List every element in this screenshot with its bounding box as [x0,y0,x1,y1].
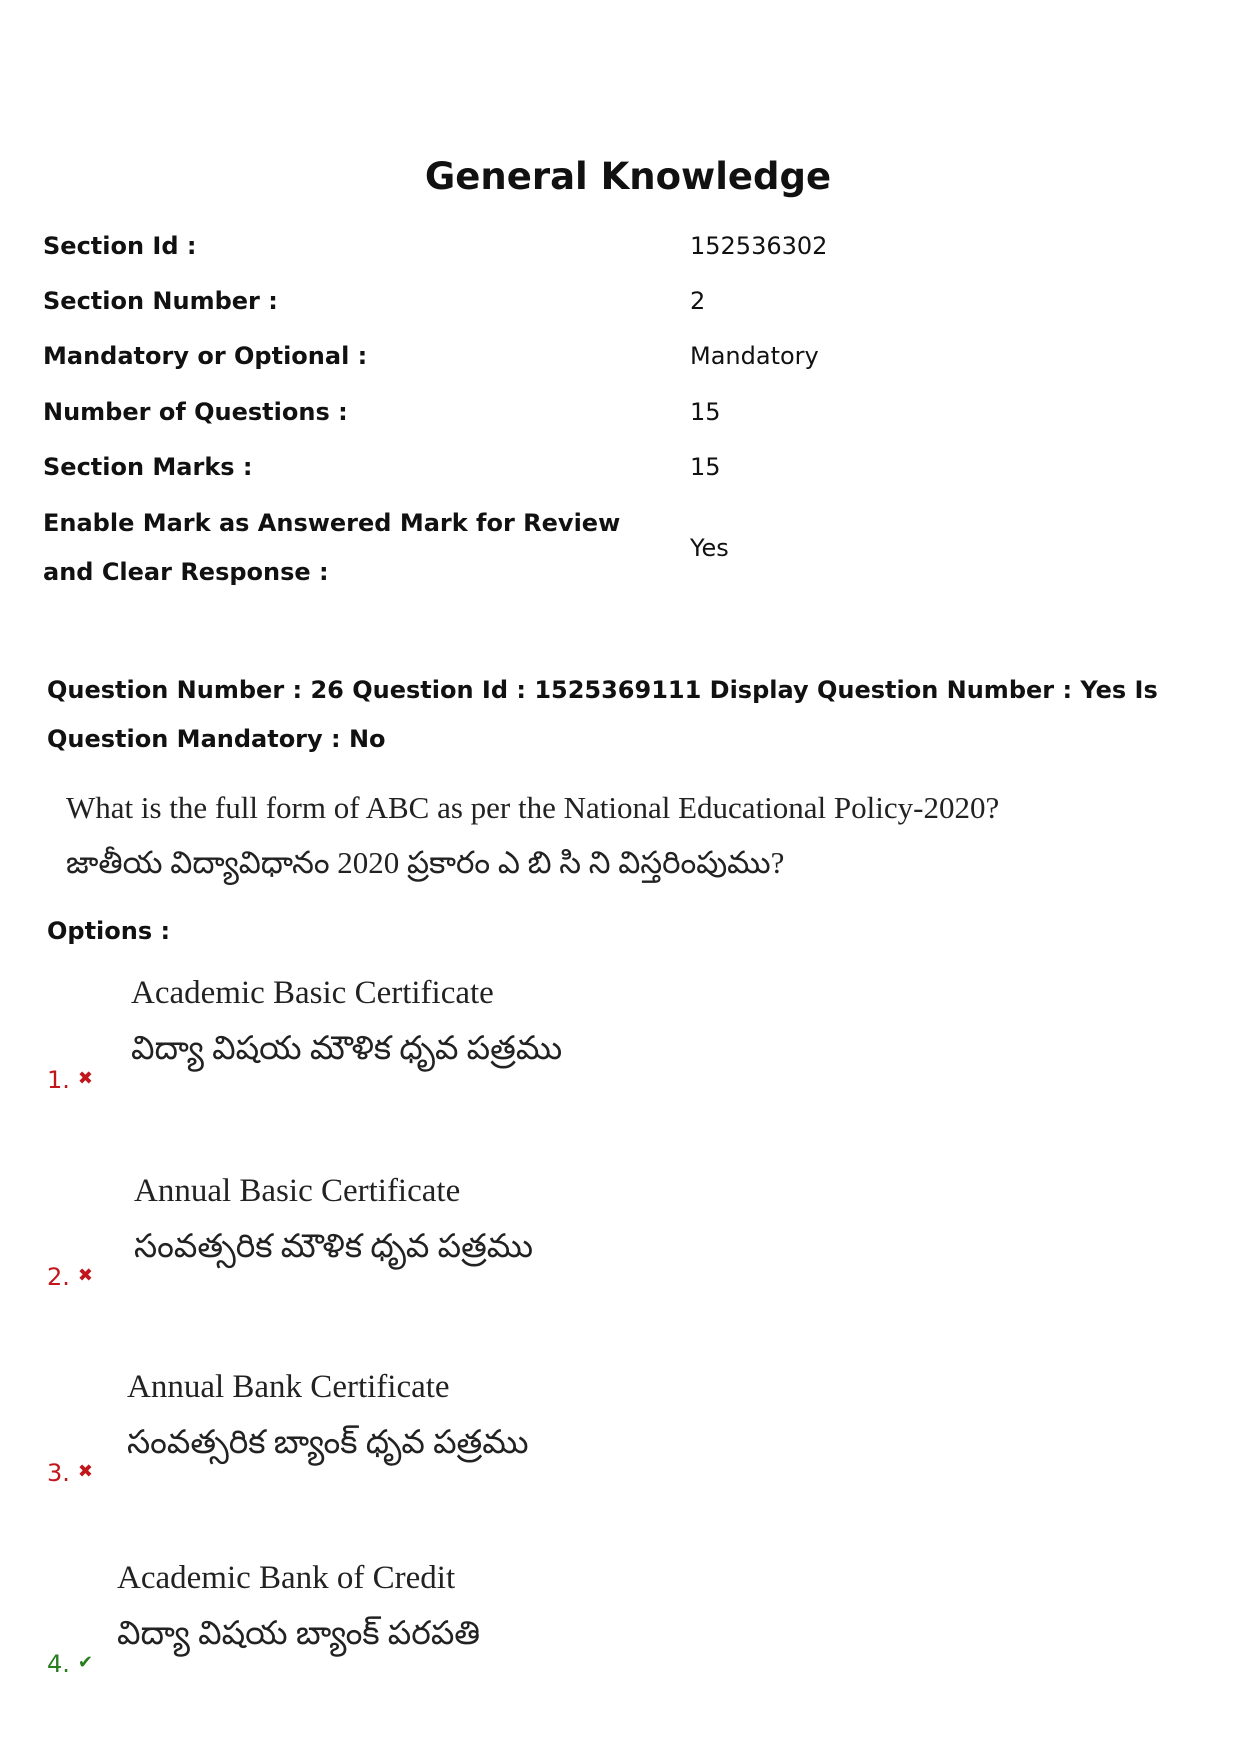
option-2-text [134,1163,533,1275]
section-marks-row [43,443,1193,492]
option-3-number: 3. ✖ [47,1459,93,1487]
section-number-label: Section Number : [43,287,278,315]
number-of-questions-label: Number of Questions : [43,398,348,426]
section-number-value: 2 [690,287,706,315]
option-3-text-english: Annual Bank Certificate [127,1369,450,1405]
option-2-number: 2. ✖ [47,1263,93,1291]
option-2-text-english: Annual Basic Certificate [134,1173,461,1209]
option-4-number: 4. ✔ [47,1650,93,1678]
cross-icon: ✖ [77,1068,93,1089]
option-4-text-english: Academic Bank of Credit [117,1560,456,1596]
option-4-text-telugu: విద్యా విషయ బ్యాంక్ పరపతి [117,1616,481,1652]
number-of-questions-row [43,388,1193,437]
option-3-text [127,1359,529,1471]
enable-mark-label: Enable Mark as Answered Mark for Review and Clear Response : [43,509,621,586]
cross-icon: ✖ [77,1461,93,1482]
mandatory-value: Mandatory [690,342,819,370]
question-text-telugu: జాతీయ విద్యావిధానం 2020 ప్రకారం ఎ బి సి ని విస్తరింపుము? [66,845,785,880]
option-1-number: 1. ✖ [47,1066,93,1094]
option-1-text [131,965,562,1077]
option-2 [0,1163,1240,1333]
question-text-english: What is the full form of ABC as per the National Educational Policy-2020? [66,790,1000,825]
option-4-text [117,1550,480,1662]
option-4 [0,1550,1240,1720]
section-marks-value: 15 [690,453,721,481]
number-of-questions-value: 15 [690,398,721,426]
section-marks-label: Section Marks : [43,453,253,481]
question-text [66,780,999,890]
option-1 [0,965,1240,1135]
option-1-text-telugu: విద్యా విషయ మౌళిక ధృవ పత్రము [131,1031,563,1067]
cross-icon: ✖ [77,1265,93,1286]
mandatory-label: Mandatory or Optional : [43,342,368,370]
option-3 [0,1359,1240,1529]
option-3-text-telugu: సంవత్సరిక బ్యాంక్ ధృవ పత్రము [127,1425,529,1461]
enable-mark-row [43,499,1193,599]
mandatory-row [43,332,1193,381]
section-id-label: Section Id : [43,232,197,260]
option-1-text-english: Academic Basic Certificate [131,975,494,1011]
check-icon: ✔ [77,1652,93,1673]
section-id-row [43,222,1193,271]
section-id-value: 152536302 [690,232,828,260]
section-number-row [43,277,1193,326]
section-title: General Knowledge [424,155,832,198]
question-meta: Question Number : 26 Question Id : 1525369111 Display Question Number : Yes Is Question Mandatory : No [47,676,1158,753]
enable-mark-value: Yes [690,534,729,562]
option-2-text-telugu: సంవత్సరిక మౌళిక ధృవ పత్రము [134,1229,534,1265]
options-heading: Options : [47,917,171,945]
